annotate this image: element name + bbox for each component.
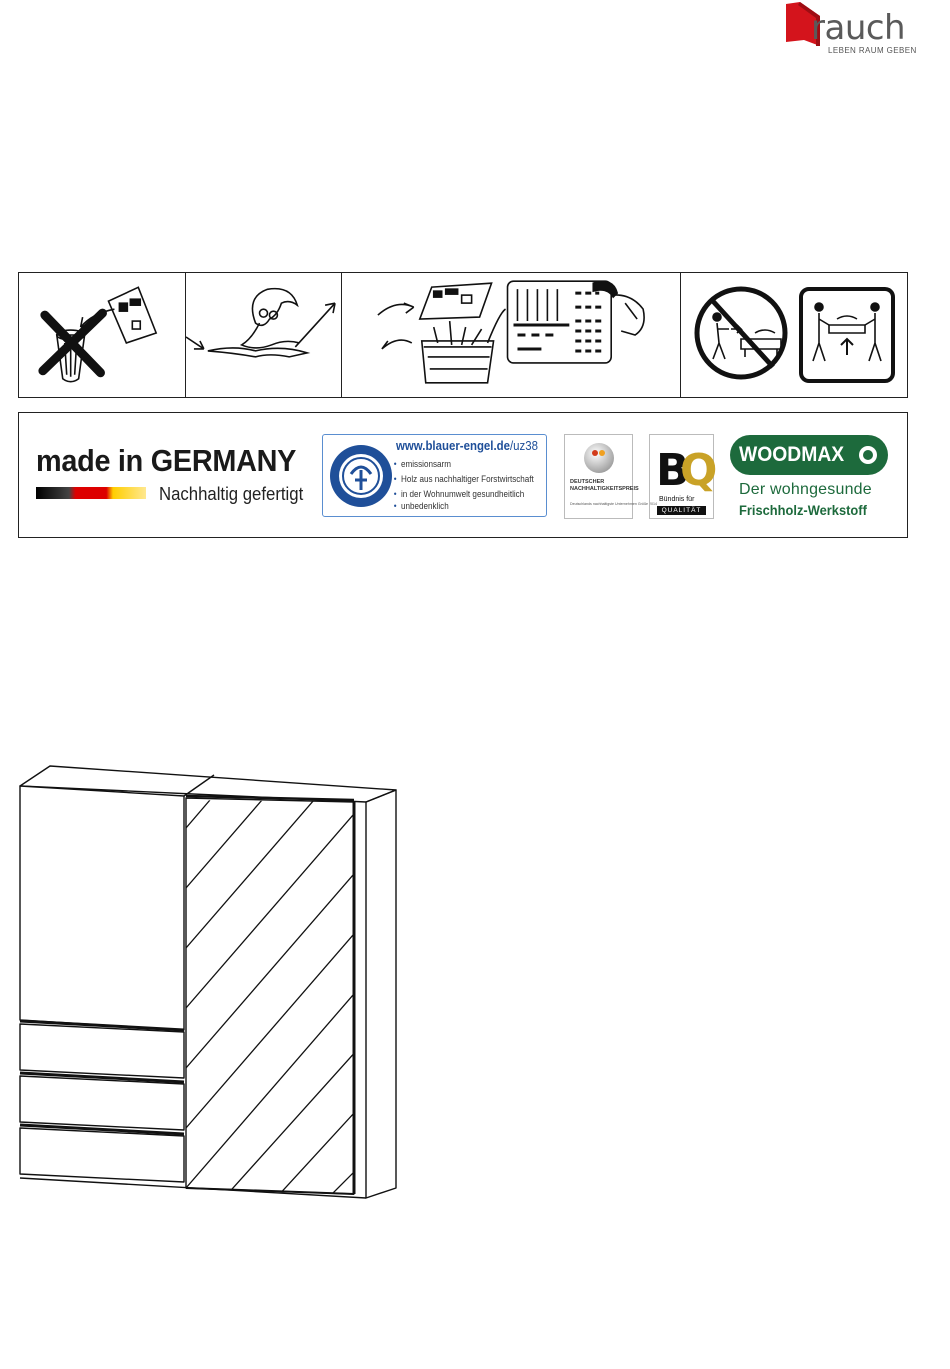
woodmax-line1: Der wohngesunde [739,481,872,498]
bq-logo-icon [656,443,718,496]
germany-flag-gradient [36,487,146,499]
woodmax-name: WOODMAX [739,443,845,466]
nachhaltigkeitspreis-line3: Deutschlands nachhaltigste Unternehmen Größe 2014 [570,501,658,506]
blauer-engel-item-continued: • unbedenklich [401,501,449,511]
certification-strip [18,412,908,538]
blauer-engel-badge [322,434,547,517]
blauer-engel-item: • Holz aus nachhaltiger Forstwirtschaft [401,474,534,484]
brand-logo [786,2,917,60]
nachhaltigkeitspreis-badge [564,434,658,519]
blauer-engel-item: • emissionsarm [401,459,451,469]
nachhaltigkeitspreis-line2: NACHHALTIGKEITSPREIS [570,486,639,492]
blauer-engel-item: • in der Wohnumwelt gesundheitlich [401,489,524,499]
instruction-strip [18,272,908,398]
svg-text:Q: Q [680,445,718,496]
nachhaltigkeitspreis-line1: DEUTSCHER [570,479,605,485]
bq-line1: Bündnis für [659,496,695,503]
do-not-discard-manual-icon [19,273,186,397]
lift-do-not-push-icon [681,273,907,397]
wardrobe-illustration [14,758,402,1200]
buendnis-qualitaet-badge [649,434,718,519]
document-link-1[interactable] [20,103,260,121]
svg-text:B: B [656,445,690,496]
document-link-2[interactable] [274,103,438,121]
file-manual-and-parts-list-icon [342,273,681,397]
blauer-engel-url-suffix: /uz38 [510,438,538,453]
blauer-engel-url: www.blauer-engel.de [396,438,511,453]
made-in-germany-title: made in GERMANY [36,443,297,478]
made-in-germany-subtitle: Nachhaltig gefertigt [159,484,304,504]
nachhaltigkeitspreis-icon [582,441,616,475]
bq-line2: QUALITÄT [657,506,706,515]
read-manual-icon [186,273,342,397]
brand-name: rauch [811,8,906,48]
brand-tagline: LEBEN RAUM GEBEN [828,46,917,55]
woodmax-line2: Frischholz-Werkstoff [739,502,867,518]
blauer-engel-icon [329,444,393,508]
